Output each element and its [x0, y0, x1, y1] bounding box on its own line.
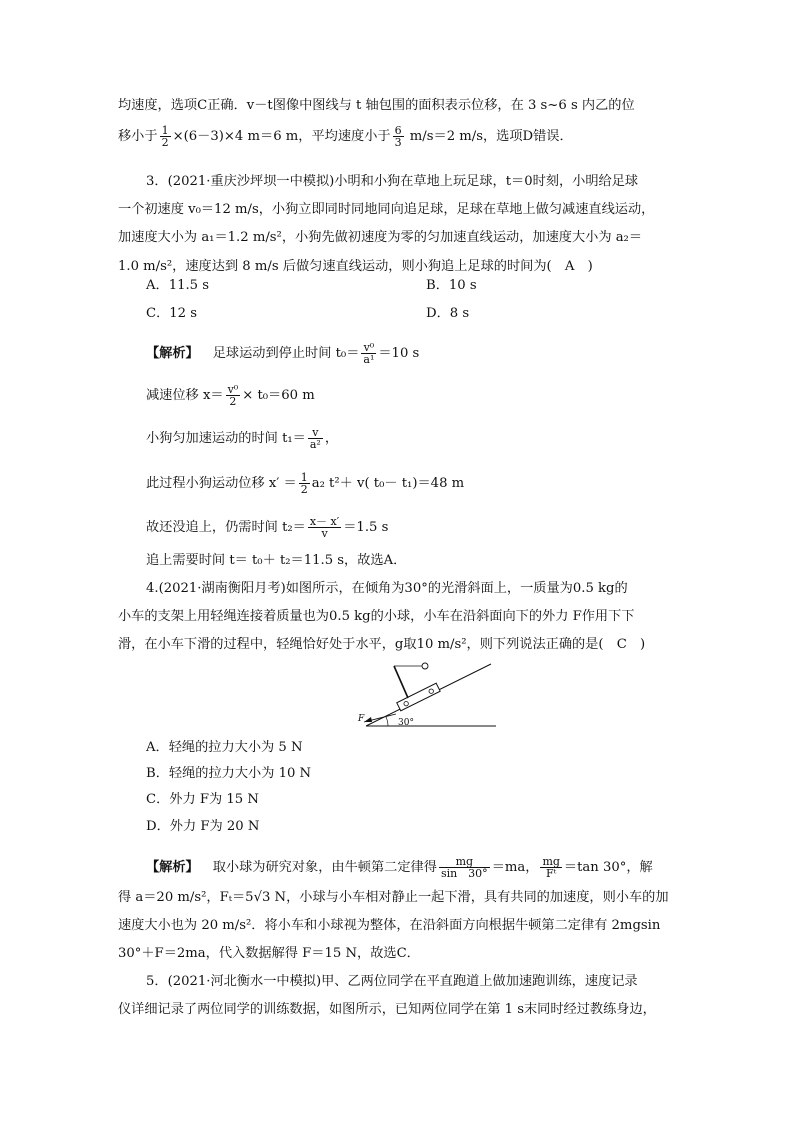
option-c: C．12 s — [146, 306, 198, 321]
solution-tag: 【解析】 — [146, 860, 199, 875]
fraction: $\frac{v}{\text{a²}}$ — [309, 426, 321, 451]
solution-3-line: 故还没追上，仍需时间 t₂＝ $\frac{x- x'}{v}$ ＝1.5 s — [146, 515, 389, 540]
question-3-line: 3．(2021·重庆沙坪坝一中模拟)小明和小狗在草地上玩足球，t＝0时刻，小明给足球 — [146, 174, 639, 189]
fraction: $\frac{x- x'}{v}$ — [309, 515, 340, 540]
solution-4-line: 速度大小也为 20 m/s²．将小车和小球视为整体，在沿斜面方向根据牛顿第二定律有 2mgsin — [118, 918, 661, 933]
fraction: $\frac{mg}{\sin 30^\circ}$ — [440, 855, 488, 880]
question-5-line: 5．(2021·河北衡水一中模拟)甲、乙两位同学在平直跑道上做加速跑训练，速度记录 — [146, 974, 638, 989]
solution-4-line: 【解析】 取小球为研究对象，由牛顿第二定律得 $\frac{mg}{\sin 30^\circ}$ ＝ma， $\frac{mg}{\text{Fᵗ}}$ ＝tan 30°，解 — [146, 855, 653, 880]
solution-tag: 【解析】 — [146, 346, 199, 361]
fraction: $\frac{mg}{\text{Fᵗ}}$ — [542, 855, 560, 880]
option-a: A．11.5 s — [146, 278, 210, 293]
fraction: $\frac{1}{2}$ — [161, 124, 169, 149]
question-4-line: 小车的支架上用轻绳连接着质量也为0.5 kg的小球，小车在沿斜面向下的外力 F作用下下 — [118, 609, 635, 624]
fraction: $\frac{\text{v⁰}}{2}$ — [227, 383, 239, 408]
question-3-line: 加速度大小为 a₁＝1.2 m/s²，小狗先做初速度为零的匀加速直线运动，加速度大小为 a₂＝ — [118, 230, 643, 245]
question-3-line: 一个初速度 v₀＝12 m/s，小狗立即同时同地同向追足球，足球在草地上做匀减速直线运动， — [118, 202, 655, 217]
solution-4-line: 得 a＝20 m/s²，Fₜ＝5√3 N，小球与小车相对静止一起下滑，具有共同的加速度，则小车的加 — [118, 890, 669, 905]
option-a: A．轻绳的拉力大小为 5 N — [146, 740, 303, 755]
question-3-line: 1.0 m/s²，速度达到 8 m/s 后做匀速直线运动，则小狗追上足球的时间为( A ) — [118, 259, 593, 274]
option-d: D．外力 F为 20 N — [146, 819, 260, 834]
solution-3-line: 追上需要时间 t＝ t₀＋ t₂＝11.5 s，故选A． — [146, 553, 407, 568]
option-d: D．8 s — [426, 306, 470, 321]
option-b: B．10 s — [426, 278, 477, 293]
question-4-line: 4.(2021·湖南衡阳月考)如图所示，在倾角为30°的光滑斜面上，一质量为0.5 kg的 — [146, 581, 628, 596]
solution-3-line: 【解析】 足球运动到停止时间 t₀＝ $\frac{\text{v⁰}}{\text{a¹}}$ ＝10 s — [146, 341, 420, 366]
incline-diagram — [356, 654, 496, 734]
angle-label: 30° — [398, 718, 414, 728]
solution-3-line: 减速位移 x＝ $\frac{\text{v⁰}}{2}$ × t₀＝60 m — [146, 383, 315, 408]
question-5-line: 仪详细记录了两位同学的训练数据，如图所示，已知两位同学在第 1 s末同时经过教练身边， — [118, 1002, 656, 1017]
text-line: 均速度，选项C正确．v－t图像中图线与 t 轴包围的面积表示位移，在 3 s~6 s 内乙的位 — [118, 98, 635, 113]
question-4-line: 滑，在小车下滑的过程中，轻绳恰好处于水平，g取10 m/s²，则下列说法正确的是( C ) — [118, 637, 646, 652]
fraction: $\frac{\text{v⁰}}{\text{a¹}}$ — [363, 341, 375, 366]
option-b: B．轻绳的拉力大小为 10 N — [146, 766, 312, 781]
option-c: C．外力 F为 15 N — [146, 792, 259, 807]
text-line: 移小于 $\frac{1}{2}$ ×(6－3)×4 m＝6 m，平均速度小于 $\frac{6}{3}$ m/s＝2 m/s，选项D错误． — [118, 124, 573, 149]
force-label: F — [358, 714, 365, 724]
solution-3-line: 此过程小狗运动位移 x′ ＝ $\frac{1}{2}$ a₂ t²＋ v( t₀－ t₁)＝48 m — [146, 471, 465, 496]
fraction: $\frac{1}{2}$ — [300, 471, 308, 496]
fraction: $\frac{6}{3}$ — [394, 124, 402, 149]
solution-3-line: 小狗匀加速运动的时间 t₁＝ $\frac{v}{\text{a²}}$ ， — [146, 426, 338, 451]
solution-4-line: 30°＋F＝2ma，代入数据解得 F＝15 N，故选C． — [118, 946, 420, 961]
